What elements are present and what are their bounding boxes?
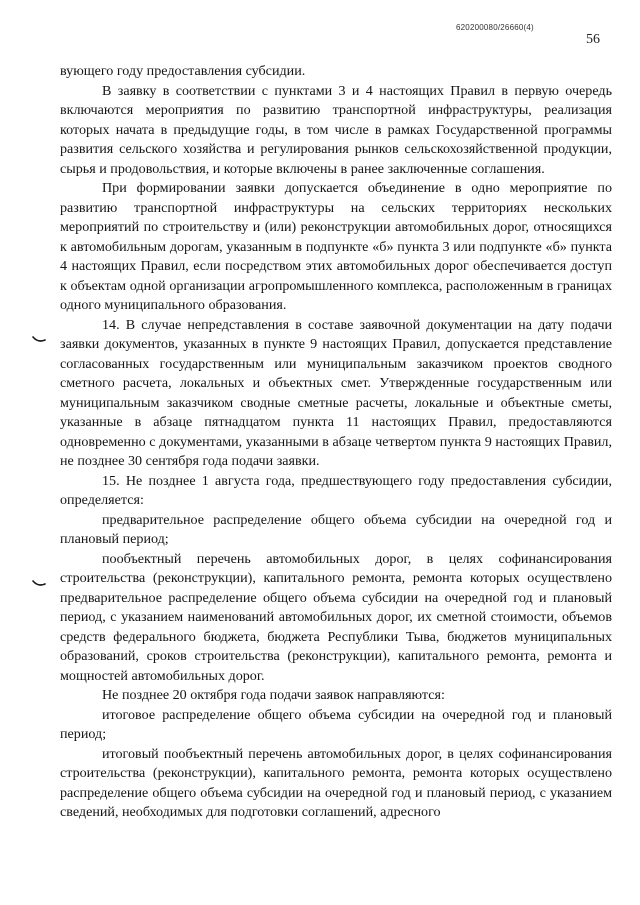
page-number: 56 [586,32,600,47]
paragraph: При формировании заявки допускается объединение в одно мероприятие по развитию транспортной инфраструктуры на сельских территориях нескольких мероприятий по строительству и (или) реконструкции автомобильных дорог, относящихся к автомобильным дорогам, указанным в подпункте «б» пункта 3 или подпункте «б» пункта 4 настоящих Правил, если посредством этих автомобильных дорог обеспечивается доступ к объектам одной организации агропромышленного комплекса, расположенным в границах одного муниципального образования. [60,180,612,313]
paragraph: пообъектный перечень автомобильных дорог, в целях софинансирования строительства (реконструкции), капитального ремонта, ремонта которых осуществлено предварительное распределение общего объема субсидии на очередной год и плановый период, с указанием наименований автомобильных дорог, их сметной стоимости, объемов средств федерального бюджета, бюджета Республики Тыва, бюджетов муниципальных образований, сроков строительства (реконструкции), капитального ремонта, ремонта и мощностей автомобильных дорог. [60,550,612,684]
paragraph-item-14: 14. В случае непредставления в составе заявочной документации на дату подачи заявки документов, указанных в пункте 9 настоящих Правил, допускается представление согласованных государственным или муниципальным заказчиком проектов сводного сметного расчета, локальных и объектных смет. Утвержденные государственным или муниципальным заказчиком сводные сметные расчеты, локальные и объектные сметы, указанные в абзаце пятнадцатом пункта 11 настоящих Правил, предоставляются одновременно с документами, указанными в абзаце четвертом пункта 9 настоящих Правил, не позднее 30 сентября года подачи заявки. [60,316,612,469]
paragraph-item-15: 15. Не позднее 1 августа года, предшествующего году предоставления субсидии, определяется: [60,472,612,508]
paragraph: итоговый пообъектный перечень автомобильных дорог, в целях софинансирования строительства (реконструкции), капитального ремонта, ремонта которых осуществлено распределение общего объема субсидии на очередной год и плановый период, с указанием сведений, необходимых для подготовки соглашений, адресного [60,745,612,820]
document-body [60,62,612,823]
paragraph: В заявку в соответствии с пунктами 3 и 4 настоящих Правил в первую очередь включаются мероприятия по развитию транспортной инфраструктуры, реализация которых начата в предыдущие годы, в том числе в рамках Государственной программы развития сельского хозяйства и регулирования рынков сельскохозяйственной продукции, сырья и продовольствия, и которые включены в ранее заключенные соглашения. [60,82,612,177]
paragraph-continuation: вующего году предоставления субсидии. [60,63,306,79]
paragraph: итоговое распределение общего объема субсидии на очередной год и плановый период; [60,706,612,742]
margin-mark-icon [32,580,46,588]
paragraph: Не позднее 20 октября года подачи заявок направляются: [102,687,445,703]
paragraph: предварительное распределение общего объема субсидии на очередной год и плановый период; [60,511,612,547]
document-code: 620200080/26660(4) [456,23,534,32]
margin-mark-icon [32,336,46,344]
